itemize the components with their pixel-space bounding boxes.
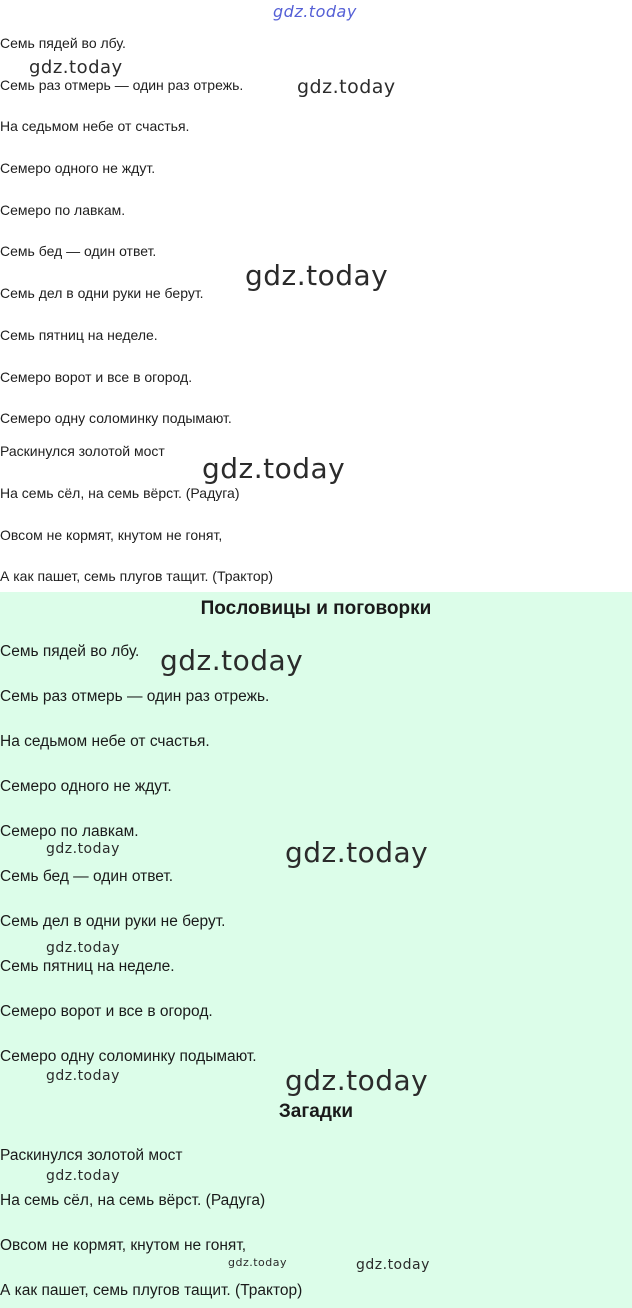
proverb-line: На седьмом небе от счастья. — [0, 733, 210, 750]
text-line: На семь сёл, на семь вёрст. (Радуга) — [0, 485, 240, 501]
proverb-line: Семеро одну соломинку подымают. — [0, 1048, 257, 1065]
riddle-line: Овсом не кормят, кнутом не гонят, — [0, 1237, 247, 1254]
proverb-line: Семеро одного не ждут. — [0, 778, 172, 795]
watermark: gdz.today — [46, 841, 120, 857]
riddle-line: На семь сёл, на семь вёрст. (Радуга) — [0, 1192, 266, 1209]
text-line: Овсом не кормят, кнутом не гонят, — [0, 527, 223, 543]
proverb-line: Семеро ворот и все в огород. — [0, 1003, 213, 1020]
watermark: gdz.today — [245, 259, 389, 292]
text-line: Семь дел в одни руки не берут. — [0, 285, 204, 301]
text-line: Семеро одну соломинку подымают. — [0, 410, 232, 426]
watermark: gdz.today — [285, 836, 429, 869]
proverb-line: Семь бед — один ответ. — [0, 868, 174, 885]
watermark: gdz.today — [29, 57, 123, 78]
watermark: gdz.today — [228, 1256, 288, 1269]
text-line: На седьмом небе от счастья. — [0, 118, 190, 134]
text-line: Семь пятниц на неделе. — [0, 327, 158, 343]
watermark: gdz.today — [356, 1257, 430, 1273]
proverb-line: Семеро по лавкам. — [0, 823, 139, 840]
proverb-line: Семь пятниц на неделе. — [0, 958, 175, 975]
proverb-line: Семь раз отмерь — один раз отрежь. — [0, 688, 270, 705]
watermark: gdz.today — [273, 2, 357, 21]
watermark: gdz.today — [46, 940, 120, 956]
proverb-line: Семь пядей во лбу. — [0, 643, 140, 660]
riddle-line: А как пашет, семь плугов тащит. (Трактор) — [0, 1282, 303, 1299]
text-line: А как пашет, семь плугов тащит. (Трактор) — [0, 568, 274, 584]
text-line: Семь пядей во лбу. — [0, 35, 126, 51]
text-line: Семеро ворот и все в огород. — [0, 369, 193, 385]
text-line: Раскинулся золотой мост — [0, 443, 165, 459]
watermark: gdz.today — [46, 1068, 120, 1084]
text-line: Семеро одного не ждут. — [0, 160, 156, 176]
watermark: gdz.today — [202, 452, 346, 485]
proverb-line: Семь дел в одни руки не берут. — [0, 913, 226, 930]
riddles-heading: Загадки — [278, 1101, 354, 1122]
proverbs-heading: Пословицы и поговорки — [200, 598, 432, 619]
watermark: gdz.today — [297, 76, 396, 98]
watermark: gdz.today — [46, 1168, 120, 1184]
watermark: gdz.today — [160, 644, 304, 677]
text-line: Семь бед — один ответ. — [0, 243, 157, 259]
riddle-line: Раскинулся золотой мост — [0, 1147, 183, 1164]
text-line: Семеро по лавкам. — [0, 202, 126, 218]
text-line: Семь раз отмерь — один раз отрежь. — [0, 77, 244, 93]
watermark: gdz.today — [285, 1064, 429, 1097]
